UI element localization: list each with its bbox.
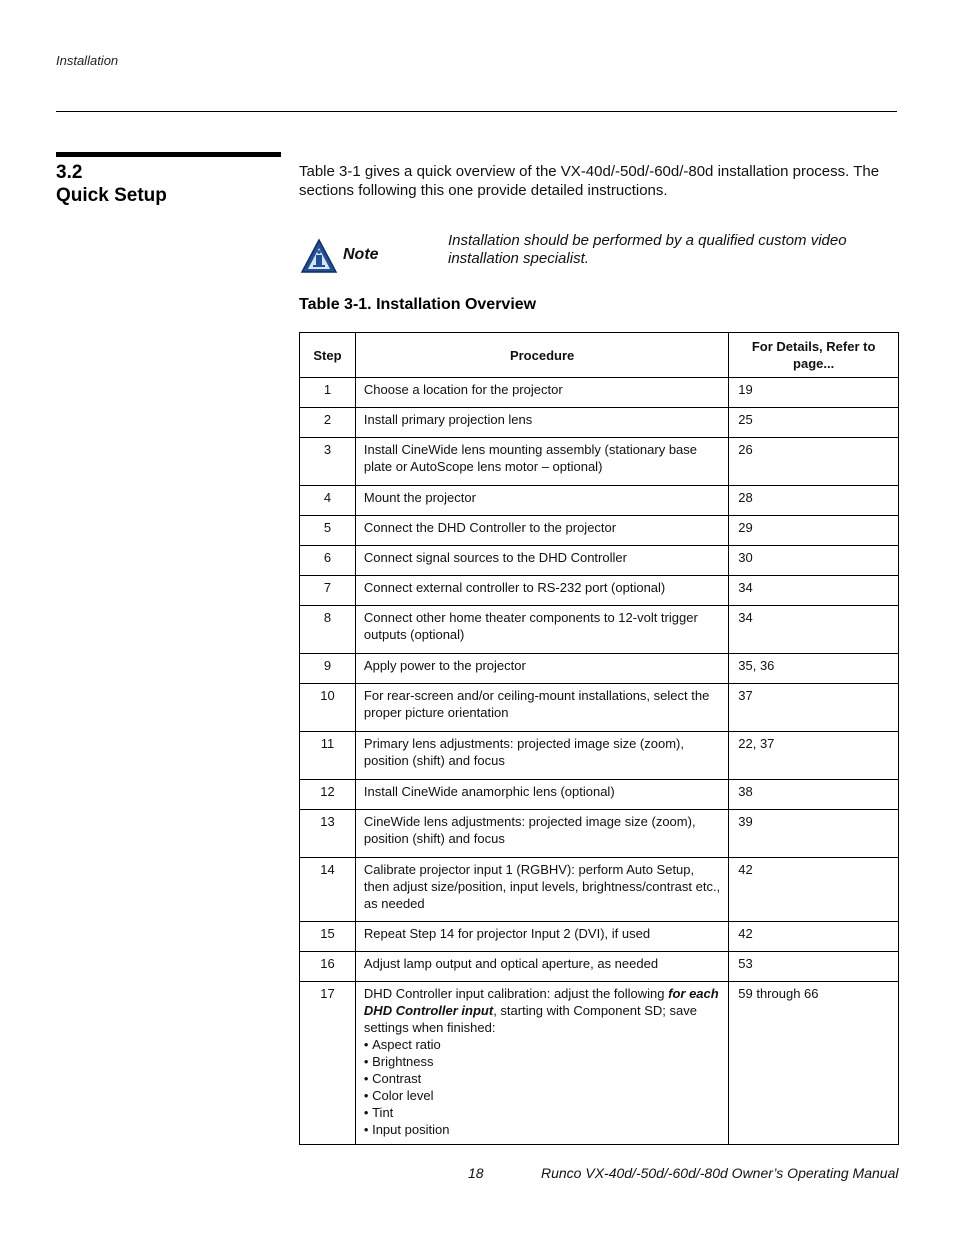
page-cell: 28 xyxy=(729,486,899,516)
procedure-cell: Calibrate projector input 1 (RGBHV): perform Auto Setup, then adjust size/position, input levels, brightness/contrast etc., as needed xyxy=(355,858,728,922)
table-row xyxy=(300,982,899,1145)
table-row xyxy=(300,952,899,982)
procedure-cell: Adjust lamp output and optical aperture, as needed xyxy=(355,952,728,982)
step-cell: 11 xyxy=(300,732,356,780)
procedure-cell: Apply power to the projector xyxy=(355,654,728,684)
table-row xyxy=(300,684,899,732)
procedure-cell xyxy=(355,982,728,1145)
section-title: Quick Setup xyxy=(56,185,167,206)
table-row xyxy=(300,576,899,606)
list-item: • Aspect ratio xyxy=(364,1036,720,1053)
page-cell: 19 xyxy=(729,378,899,408)
page-cell: 30 xyxy=(729,546,899,576)
section-number: 3.2 xyxy=(56,162,83,183)
step-cell: 8 xyxy=(300,606,356,654)
step-cell: 6 xyxy=(300,546,356,576)
page-cell: 25 xyxy=(729,408,899,438)
table-row xyxy=(300,516,899,546)
table-body xyxy=(300,378,899,1145)
page-cell: 29 xyxy=(729,516,899,546)
table-caption: Table 3-1. Installation Overview xyxy=(299,296,537,313)
procedure-cell: Install CineWide lens mounting assembly (stationary base plate or AutoScope lens motor – optional) xyxy=(355,438,728,486)
procedure-text-rest: , starting with Component SD; save settings when finished: xyxy=(363,1003,697,1035)
table-row xyxy=(300,438,899,486)
step-cell: 5 xyxy=(300,516,356,546)
list-item: • Input position xyxy=(364,1121,720,1138)
procedure-cell: CineWide lens adjustments: projected image size (zoom), position (shift) and focus xyxy=(355,810,728,858)
step-cell: 12 xyxy=(300,780,356,810)
page-cell: 37 xyxy=(729,684,899,732)
table-row xyxy=(300,378,899,408)
intro-paragraph: Table 3-1 gives a quick overview of the VX-40d/-50d/-60d/-80d installation process. The sections following this one provide detailed instructions. xyxy=(299,163,880,199)
procedure-cell: For rear-screen and/or ceiling-mount installations, select the proper picture orientation xyxy=(355,684,728,732)
header-step: Step xyxy=(300,333,356,378)
procedure-emphasis: for each DHD Controller input xyxy=(363,986,719,1018)
procedure-cell: Mount the projector xyxy=(355,486,728,516)
step-cell: 9 xyxy=(300,654,356,684)
installation-overview-table xyxy=(299,332,899,1145)
procedure-cell: Install CineWide anamorphic lens (optional) xyxy=(355,780,728,810)
step-cell: 16 xyxy=(300,952,356,982)
settings-list xyxy=(364,1036,720,1138)
note-text: Installation should be performed by a qualified custom video installation specialist. xyxy=(448,232,847,267)
table-row xyxy=(300,546,899,576)
note-icon xyxy=(300,238,338,274)
footer-title: Runco VX-40d/-50d/-60d/-80d Owner’s Operating Manual xyxy=(541,1165,899,1181)
table-row xyxy=(300,922,899,952)
page-cell: 42 xyxy=(729,922,899,952)
step-cell: 10 xyxy=(300,684,356,732)
page-number: 18 xyxy=(468,1165,484,1181)
table-header-row xyxy=(300,333,899,378)
procedure-cell: Primary lens adjustments: projected image size (zoom), position (shift) and focus xyxy=(355,732,728,780)
step-cell: 14 xyxy=(300,858,356,922)
running-head: Installation xyxy=(56,53,119,68)
table-row xyxy=(300,486,899,516)
step-cell: 4 xyxy=(300,486,356,516)
procedure-cell: Install primary projection lens xyxy=(355,408,728,438)
table-row xyxy=(300,654,899,684)
page-cell: 53 xyxy=(729,952,899,982)
procedure-text: DHD Controller input calibration: adjust the following xyxy=(363,986,669,1001)
procedure-cell: Connect external controller to RS-232 port (optional) xyxy=(355,576,728,606)
procedure-cell: Choose a location for the projector xyxy=(355,378,728,408)
table-row xyxy=(300,858,899,922)
table-row xyxy=(300,732,899,780)
page-cell: 39 xyxy=(729,810,899,858)
list-item: • Tint xyxy=(364,1104,720,1121)
table-row xyxy=(300,408,899,438)
page-cell: 34 xyxy=(729,606,899,654)
page-cell: 35, 36 xyxy=(729,654,899,684)
step-cell: 17 xyxy=(300,982,356,1145)
step-cell: 1 xyxy=(300,378,356,408)
list-item: • Color level xyxy=(364,1087,720,1104)
list-item: • Contrast xyxy=(364,1070,720,1087)
page-cell: 26 xyxy=(729,438,899,486)
header-details: For Details, Refer to page... xyxy=(729,333,899,378)
page-cell: 38 xyxy=(729,780,899,810)
page-cell: 34 xyxy=(729,576,899,606)
procedure-cell: Connect other home theater components to 12-volt trigger outputs (optional) xyxy=(355,606,728,654)
header-procedure: Procedure xyxy=(355,333,728,378)
page-cell: 22, 37 xyxy=(729,732,899,780)
section-bar xyxy=(56,152,281,157)
step-cell: 3 xyxy=(300,438,356,486)
step-cell: 7 xyxy=(300,576,356,606)
table-row xyxy=(300,810,899,858)
procedure-cell: Repeat Step 14 for projector Input 2 (DVI), if used xyxy=(355,922,728,952)
step-cell: 13 xyxy=(300,810,356,858)
procedure-cell: Connect the DHD Controller to the projector xyxy=(355,516,728,546)
step-cell: 15 xyxy=(300,922,356,952)
table-row xyxy=(300,606,899,654)
table-row xyxy=(300,780,899,810)
step-cell: 2 xyxy=(300,408,356,438)
note-label: Note xyxy=(343,246,379,263)
procedure-cell: Connect signal sources to the DHD Controller xyxy=(355,546,728,576)
page-cell: 42 xyxy=(729,858,899,922)
page-cell: 59 through 66 xyxy=(729,982,899,1145)
header-rule xyxy=(56,111,897,112)
list-item: • Brightness xyxy=(364,1053,720,1070)
